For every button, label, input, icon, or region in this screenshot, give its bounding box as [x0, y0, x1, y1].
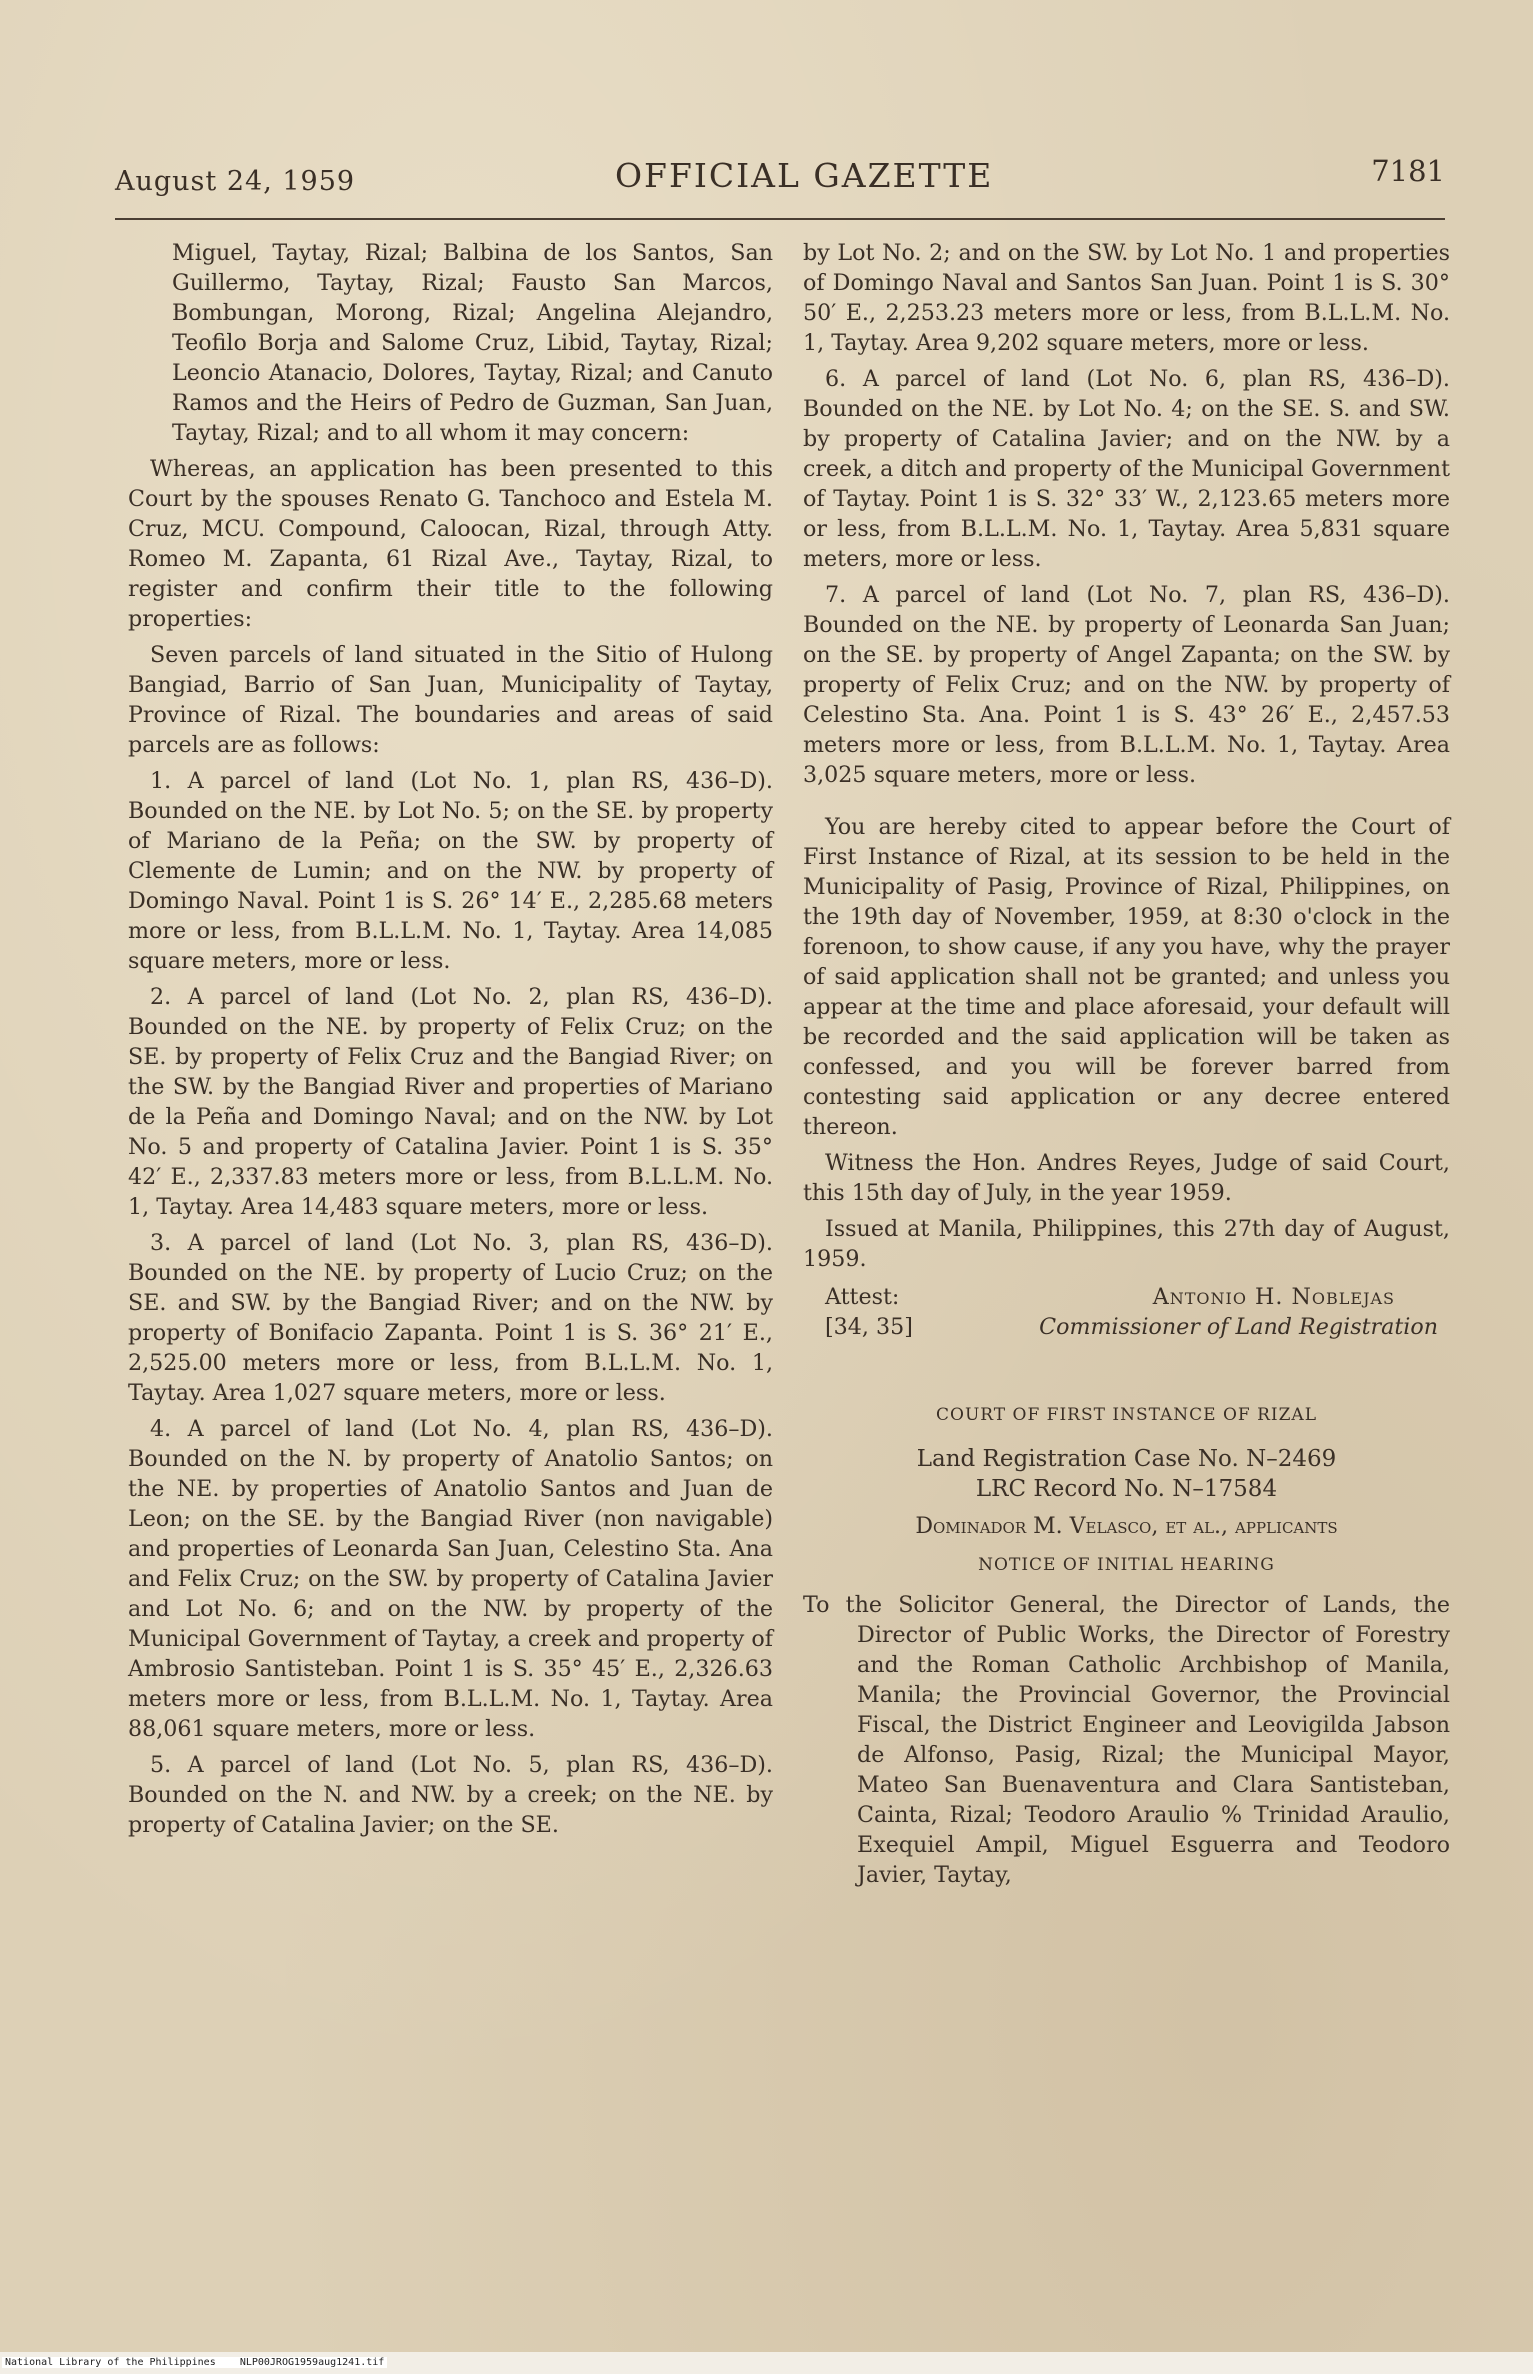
parcel-5-end: by Lot No. 2; and on the SW. by Lot No. 1 and properties of Domingo Naval and Santos San Juan. Point 1 is S. 30° 50′ E., 2,253.23 meters more or less, from B.L.L.M. No. 1, Taytay. Area 9,202 square meters, more or less.	[803, 240, 1450, 356]
parcel-2: 2. A parcel of land (Lot No. 2, plan RS, 436–D). Bounded on the NE. by property of Felix Cruz; on the SE. by property of Felix Cruz and the Bangiad River; on the SW. by the Bangiad River and properties of Mariano de la Peña and Domingo Naval; and on the NW. by Lot No. 5 and property of Catalina Javier. Point 1 is S. 35° 42′ E., 2,337.83 meters more or less, from B.L.L.M. No. 1, Taytay. Area 14,483 square meters, more or less.	[128, 984, 773, 1220]
court-heading: COURT OF FIRST INSTANCE OF RIZAL	[936, 1405, 1317, 1425]
issued-paragraph: Issued at Manila, Philippines, this 27th day of August, 1959.	[803, 1216, 1450, 1272]
to-addressees: To the Solicitor General, the Director of Lands, the Director of Public Works, the Director of Forestry and the Roman Catholic Archbishop of Manila, Manila; the Provincial Governor, the Provincial Fiscal, the District Engineer and Leovigilda Jabson de Alfonso, Pasig, Rizal; the Municipal Mayor, Mateo San Buenaventura and Clara Santisteban, Cainta, Rizal; Teodoro Araulio % Trinidad Araulio, Exequiel Ampil, Miguel Esguerra and Teodoro Javier, Taytay,	[803, 1592, 1450, 1888]
parcel-3: 3. A parcel of land (Lot No. 3, plan RS, 436–D). Bounded on the NE. by property of Lucio Cruz; on the SE. and SW. by the Bangiad River; and on the NW. by property of Bonifacio Zapanta. Point 1 is S. 36° 21′ E., 2,525.00 meters more or less, from B.L.L.M. No. 1, Taytay. Area 1,027 square meters, more or less.	[128, 1230, 773, 1406]
parcel-1: 1. A parcel of land (Lot No. 1, plan RS, 436–D). Bounded on the NE. by Lot No. 5; on the SE. by property of Mariano de la Peña; on the SW. by property of Clemente de Lumin; and on the NW. by property of Domingo Naval. Point 1 is S. 26° 14′ E., 2,285.68 meters more or less, from B.L.L.M. No. 1, Taytay. Area 14,085 square meters, more or less.	[128, 768, 773, 974]
notice-heading: NOTICE OF INITIAL HEARING	[978, 1555, 1275, 1575]
parcel-4: 4. A parcel of land (Lot No. 4, plan RS, 436–D). Bounded on the N. by property of Anatolio Santos; on the NE. by properties of Anatolio Santos and Juan de Leon; on the SE. by the Bangiad River (non navigable) and properties of Leonarda San Juan, Celestino Sta. Ana and Felix Cruz; on the SW. by property of Catalina Javier and Lot No. 6; and on the NW. by property of the Municipal Government of Taytay, a creek and property of Ambrosio Santisteban. Point 1 is S. 35° 45′ E., 2,326.63 meters more or less, from B.L.L.M. No. 1, Taytay. Area 88,061 square meters, more or less.	[128, 1416, 773, 1742]
signatory-role: Commissioner of Land Registration	[1039, 1314, 1438, 1340]
parcel-5-start: 5. A parcel of land (Lot No. 5, plan RS, 436–D). Bounded on the N. and NW. by a creek; on the NE. by property of Catalina Javier; on the SE.	[128, 1752, 773, 1838]
attest-line	[803, 1282, 1450, 1312]
case-number: Land Registration Case No. N–2469	[916, 1446, 1337, 1472]
publication-title: OFFICIAL GAZETTE	[615, 156, 994, 195]
footer-source: National Library of the Philippines	[5, 2357, 216, 2368]
parcel-6: 6. A parcel of land (Lot No. 6, plan RS, 436–D). Bounded on the NE. by Lot No. 4; on the SE. S. and SW. by property of Catalina Javier; and on the NW. by a creek, a ditch and property of the Municipal Government of Taytay. Point 1 is S. 32° 33′ W., 2,123.65 meters more or less, from B.L.L.M. No. 1, Taytay. Area 5,831 square meters, more or less.	[803, 366, 1450, 572]
addressees-continued: Miguel, Taytay, Rizal; Balbina de los Santos, San Guillermo, Taytay, Rizal; Fausto San Marcos, Bombungan, Morong, Rizal; Angelina Alejandro, Teofilo Borja and Salome Cruz, Libid, Taytay, Rizal; Leoncio Atanacio, Dolores, Taytay, Rizal; and Canuto Ramos and the Heirs of Pedro de Guzman, San Juan, Taytay, Rizal; and to all whom it may concern:	[172, 240, 773, 446]
left-column	[128, 238, 773, 1846]
attest-role-line	[803, 1312, 1450, 1342]
scan-footer	[2, 2357, 387, 2368]
page-header	[115, 150, 1445, 210]
attest-label: Attest:	[825, 1284, 900, 1310]
right-column	[803, 238, 1450, 1896]
page-number: 7181	[1371, 154, 1445, 188]
applicants-line: Dominador M. Velasco, et al., applicants	[915, 1514, 1338, 1539]
header-rule	[115, 218, 1445, 220]
footer-filename: NLP00JROG1959aug1241.tif	[239, 2357, 385, 2368]
citation-paragraph: You are hereby cited to appear before the Court of First Instance of Rizal, at its session to be held in the Municipality of Pasig, Province of Rizal, Philippines, on the 19th day of November, 1959, at 8:30 o'clock in the forenoon, to show cause, if any you have, why the prayer of said application shall not be granted; and unless you appear at the time and place aforesaid, your default will be recorded and the said application will be taken as confessed, and you will be forever barred from contesting said application or any decree entered thereon.	[803, 814, 1450, 1140]
lrc-record: LRC Record No. N–17584	[975, 1476, 1278, 1502]
whereas-paragraph: Whereas, an application has been presented to this Court by the spouses Renato G. Tanchoco and Estela M. Cruz, MCU. Compound, Caloocan, Rizal, through Atty. Romeo M. Zapanta, 61 Rizal Ave., Taytay, Rizal, to register and confirm their title to the following properties:	[128, 456, 773, 632]
parcel-7: 7. A parcel of land (Lot No. 7, plan RS, 436–D). Bounded on the NE. by property of Leonarda San Juan; on the SE. by property of Angel Zapanta; on the SW. by property of Felix Cruz; and on the NW. by property of Celestino Sta. Ana. Point 1 is S. 43° 26′ E., 2,457.53 meters more or less, from B.L.L.M. No. 1, Taytay. Area 3,025 square meters, more or less.	[803, 582, 1450, 788]
issue-date: August 24, 1959	[115, 166, 356, 197]
attest-signatory: Antonio H. Noblejas	[1152, 1284, 1395, 1310]
witness-paragraph: Witness the Hon. Andres Reyes, Judge of said Court, this 15th day of July, in the year 1959.	[803, 1150, 1450, 1206]
seven-parcels-paragraph: Seven parcels of land situated in the Sitio of Hulong Bangiad, Barrio of San Juan, Municipality of Taytay, Province of Rizal. The boundaries and areas of said parcels are as follows:	[128, 642, 773, 758]
issue-reference: [34, 35]	[825, 1314, 913, 1340]
